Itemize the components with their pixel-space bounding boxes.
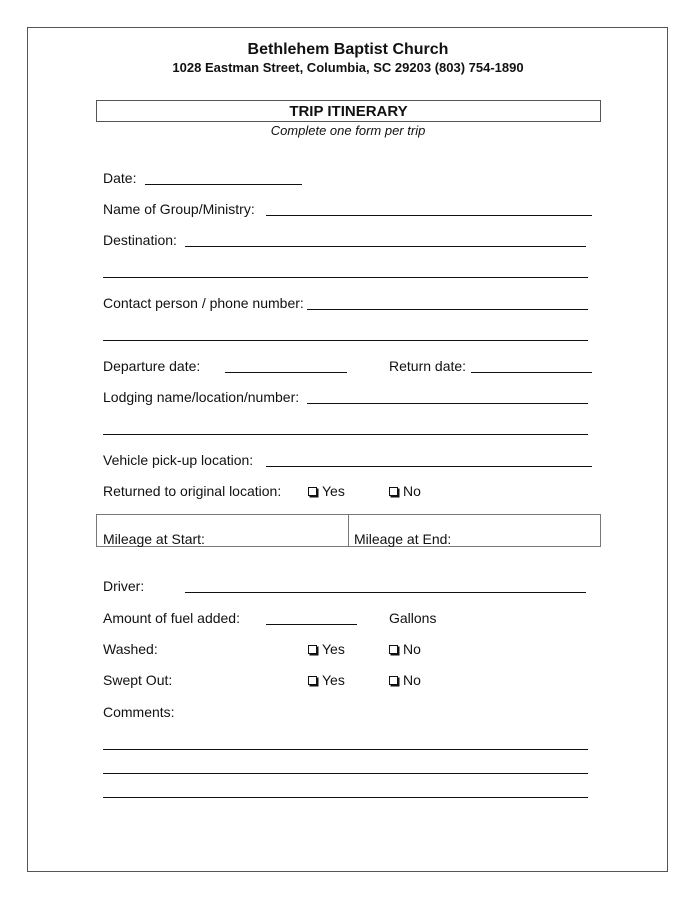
swept-no-option[interactable] <box>389 672 421 688</box>
return-field[interactable] <box>471 372 592 373</box>
vehicle-pickup-field[interactable] <box>266 466 592 467</box>
driver-label: Driver: <box>103 578 145 594</box>
checkbox-icon[interactable] <box>308 645 317 654</box>
comments-line-2[interactable] <box>103 773 588 774</box>
return-label: Return date: <box>389 358 467 374</box>
destination-field[interactable] <box>185 246 586 247</box>
mileage-end-label: Mileage at End: <box>354 531 452 547</box>
checkbox-icon[interactable] <box>389 645 398 654</box>
washed-label: Washed: <box>103 641 158 657</box>
mileage-divider <box>348 515 349 546</box>
fuel-unit-label: Gallons <box>389 610 437 626</box>
departure-field[interactable] <box>225 372 347 373</box>
vehicle-pickup-label: Vehicle pick-up location: <box>103 452 254 468</box>
checkbox-icon[interactable] <box>308 487 317 496</box>
contact-field[interactable] <box>307 309 588 310</box>
lodging-label: Lodging name/location/number: <box>103 389 300 405</box>
group-label: Name of Group/Ministry: <box>103 201 255 217</box>
comments-line-3[interactable] <box>103 797 588 798</box>
returned-yes-option[interactable] <box>308 483 345 499</box>
fuel-field[interactable] <box>266 624 357 625</box>
comments-line-1[interactable] <box>103 749 588 750</box>
date-field[interactable] <box>145 184 302 185</box>
form-title: TRIP ITINERARY <box>96 100 601 122</box>
washed-no-label: No <box>403 641 421 657</box>
lodging-field[interactable] <box>307 403 588 404</box>
date-label: Date: <box>103 170 137 186</box>
returned-no-option[interactable] <box>389 483 421 499</box>
lodging-field-line-2[interactable] <box>103 434 588 435</box>
driver-field[interactable] <box>185 592 586 593</box>
returned-no-label: No <box>403 483 421 499</box>
contact-field-line-2[interactable] <box>103 340 588 341</box>
washed-no-option[interactable] <box>389 641 421 657</box>
contact-label: Contact person / phone number: <box>103 295 304 311</box>
comments-label: Comments: <box>103 704 175 720</box>
destination-field-line-2[interactable] <box>103 277 588 278</box>
swept-yes-option[interactable] <box>308 672 345 688</box>
washed-yes-label: Yes <box>322 641 345 657</box>
returned-yes-label: Yes <box>322 483 345 499</box>
checkbox-icon[interactable] <box>389 487 398 496</box>
washed-yes-option[interactable] <box>308 641 345 657</box>
fuel-label: Amount of fuel added: <box>103 610 240 626</box>
org-name: Bethlehem Baptist Church <box>247 41 449 58</box>
org-address: 1028 Eastman Street, Columbia, SC 29203 (803) 754-1890 <box>172 60 524 75</box>
swept-no-label: No <box>403 672 421 688</box>
checkbox-icon[interactable] <box>389 676 398 685</box>
returned-label: Returned to original location: <box>103 483 282 499</box>
swept-label: Swept Out: <box>103 672 173 688</box>
group-field[interactable] <box>266 215 592 216</box>
checkbox-icon[interactable] <box>308 676 317 685</box>
destination-label: Destination: <box>103 232 177 248</box>
page-border <box>27 27 668 872</box>
departure-label: Departure date: <box>103 358 201 374</box>
form-subtitle: Complete one form per trip <box>270 123 426 138</box>
swept-yes-label: Yes <box>322 672 345 688</box>
mileage-start-label: Mileage at Start: <box>103 531 205 547</box>
